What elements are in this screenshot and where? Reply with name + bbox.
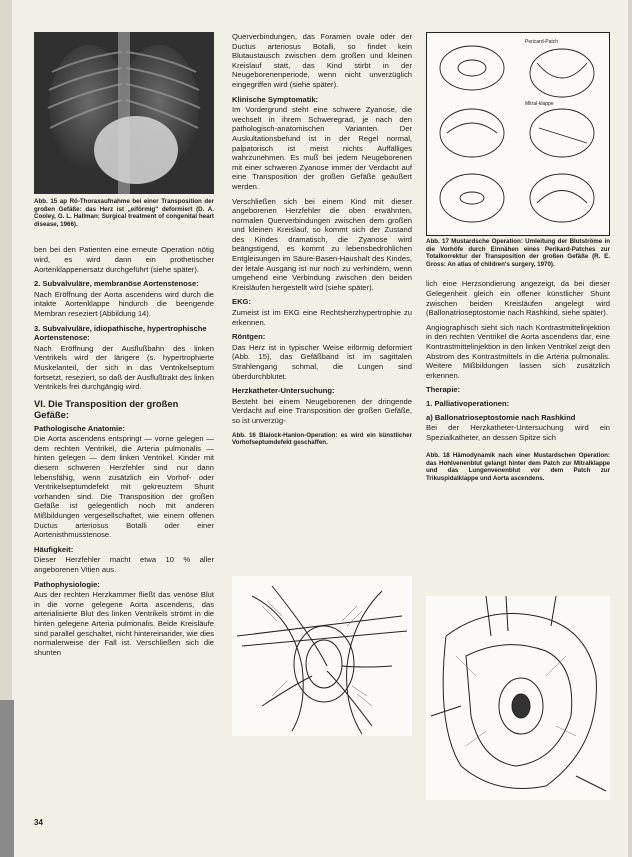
figure-15-xray bbox=[34, 32, 214, 194]
subheading: 3. Subvalvuläre, idiopathische, hypertrophische Aortenstenose: bbox=[34, 323, 207, 343]
figure-15-caption: Abb. 15 ap Rö-Thoraxaufnahme bei einer Transposition der großen Gefäße: das Herz ist „eiförmig" deformiert (D. A. Cooley, G. L. Hallman: Surgical treatment of congenital heart disease, 1966). bbox=[34, 198, 214, 228]
column-2 bbox=[232, 32, 412, 452]
paragraph: Angiographisch sieht sich nach Kontrastmittelinjektion in den rechten Ventrikel die Aorta ascendens dar, eine Kontrastmittelinjektion in den linken Ventrikel zeigt den Abstrom des Kontrastmittels in die Arteria pulmonalis. Weitere Mißbildungen lassen sich zusätzlich erkennen. bbox=[426, 322, 610, 380]
paragraph: Das Herz ist in typischer Weise eiförmig deformiert (Abb. 15), das Gefäßband ist im sagittalen Strahlengang schmal, die Lungen sind überdurchblutet. bbox=[232, 342, 412, 381]
figure-18-drawing bbox=[426, 596, 610, 800]
column-1 bbox=[34, 198, 214, 662]
paragraph: Besteht bei einem Neugeborenen der dringende Verdacht auf eine Transposition der großen Gefäße, so ist unverzüg- bbox=[232, 396, 412, 425]
hemodynamics-illustration bbox=[426, 596, 610, 800]
subheading: 2. Subvalvuläre, membranöse Aortenstenose: bbox=[34, 279, 199, 289]
surgery-illustration bbox=[232, 576, 412, 736]
figure-16-caption: Abb. 16 Blalock-Hanlon-Operation: es wird ein künstlicher Vorhofseptumdefekt geschaffen. bbox=[232, 431, 412, 447]
subheading: EKG: bbox=[232, 297, 251, 307]
mustard-operation-panels bbox=[427, 33, 609, 235]
paragraph: ben bei den Patienten eine erneute Operation nötig wird, es wird dann ein prothetischer Aortenklappenersatz durchgeführt (siehe später). bbox=[34, 245, 214, 274]
subheading: Herzkatheter-Untersuchung: bbox=[232, 386, 335, 396]
paragraph: Bei der Herzkatheter-Untersuchung wird ein Spezialkatheter, an dessen Spitze sich bbox=[426, 423, 610, 442]
page-number: 34 bbox=[34, 818, 43, 827]
section-title: VI. Die Transposition der großen Gefäße: bbox=[34, 397, 179, 420]
subheading: a) Ballonatrioseptostomie nach Rashkind bbox=[426, 412, 576, 422]
paragraph: Nach Eröffnung der Ausflußbahn des linken Ventrikels wird der längere (s. hypertrophierte Muskelanteil, der sich in das Ventrikelseptum fortsetzt, reseziert, so daß der Ausflußtrakt des linken Ventrikels frei durchgängig wird. bbox=[34, 343, 214, 392]
figure-17-drawing bbox=[426, 32, 610, 236]
paragraph: Die Aorta ascendens entspringt — vorne gelegen — dem rechten Ventrikel, die Arteria pulmonalis — hinten gelegen — dem linken Ventrikel. Kinder mit diesem schweren Herzfehler sind nur dann lebensfähig, wenn zusätzlich ein Vorhof- oder Ventrikelseptumdefekt mit gekreuztem Shunt vorhanden sind. Die Transposition der großen Gefäße ist gelegentlich noch mit anderen Mißbildungen vergesellschaftet, wie einem offenen Ductus arteriosus Botalli oder einer Aortenisthmusstenose. bbox=[34, 434, 214, 540]
subheading: Pathophysiologie: bbox=[34, 579, 100, 589]
subheading: Röntgen: bbox=[232, 332, 266, 342]
column-3 bbox=[426, 238, 610, 488]
subheading: Klinische Symptomatik: bbox=[232, 94, 319, 104]
paragraph: Dieser Herzfehler macht etwa 10 % aller angeborenen Vitien aus. bbox=[34, 555, 214, 574]
paragraph: lich eine Herzsondierung angezeigt, da bei dieser Gelegenheit gleich ein offener künstlicher Shunt zwischen beiden Kreisläufen angelegt wird (Ballonatrioseptostomie nach Rashkind, siehe später). bbox=[426, 279, 610, 318]
subheading: 1. Palliativoperationen: bbox=[426, 398, 510, 408]
paragraph: Nach Eröffnung der Aorta ascendens wird durch die intakte Aortenklappe hindurch die beengende Membran reseziert (Abbildung 14). bbox=[34, 289, 214, 318]
subheading: Pathologische Anatomie: bbox=[34, 423, 125, 433]
paragraph: Querverbindungen, das Foramen ovale oder der Ductus arteriosus Botalli, so findet kein Blutaustausch zwischen dem großen und kleinen Kreislauf statt, das Kind stirbt in der Neugeborenenperiode, wenn nicht unverzüglich eingegriffen wird (siehe später). bbox=[232, 32, 412, 89]
xray-image bbox=[34, 32, 214, 194]
figure-16-drawing bbox=[232, 576, 412, 736]
figure-17-caption: Abb. 17 Mustardsche Operation: Umleitung der Blutströme in die Vorhöfe durch Einnähen eines Perikard-Patches zur Totalkorrektur der Transposition der großen Gefäße (R. E. Gross: An atlas of children's surgery, 1970). bbox=[426, 238, 610, 268]
paragraph: Zumeist ist im EKG eine Rechtsherzhypertrophie zu erkennen. bbox=[232, 308, 412, 327]
paragraph: Aus der rechten Herzkammer fließt das venöse Blut in die vorne gelegene Aorta ascendens, das arterialisierte Blut des linken Ventrikels strömt in die hinten gelegene Arteria pulmonalis. Beide Kreisläufe sind parallel geschaltet, nicht hintereinander, wie dies normalerweise der Fall ist. Verschließen sich die shunten bbox=[34, 590, 214, 657]
fig17-label: Pericard-Patch bbox=[525, 39, 559, 45]
subheading: Häufigkeit: bbox=[34, 544, 74, 554]
page-edge-dark bbox=[0, 700, 14, 857]
figure-18-caption: Abb. 18 Hämodynamik nach einer Mustardschen Operation: das Hohlvenenblut gelangt hinter dem Patch zur Mitralklappe und das Lungenvenenblut vor dem Patch zur Trikuspidalklappe und Aorta ascendens. bbox=[426, 452, 610, 483]
page-edge-right bbox=[628, 0, 632, 857]
fig17-label: Mitral-klappe bbox=[525, 101, 554, 107]
paragraph: Verschließen sich bei einem Kind mit dieser angeborenen Herzfehler die oben erwähnten, normalen Querverbindungen zwischen dem großen und kleinen Kreislauf, so kommt sich der Zustand des Kindes dramatisch, die Zyanose wird beängstigend, es kommt zu lebensbedrohlichen Entgleisungen im Säure-Basen-Haushalt des Kindes, der letale Ausgang ist nur noch zu verhindern, wenn umgehend eine Verbindung zwischen den beiden Kreisläufen hergestellt wird (siehe später). bbox=[232, 196, 412, 292]
paragraph: Im Vordergrund steht eine schwere Zyanose, die wechselt in ihrem Schweregrad, je nach den pathologisch-anatomischen Varianten. Der Auskultationsbefund ist in der Regel normal, palpatorisch ist meist nichts Auffälliges wahrzunehmen. Es muß bei jedem Neugeborenen mit einer schweren Zyanose immer der Verdacht auf eine Transposition der großen Gefäße geäußert werden. bbox=[232, 105, 412, 191]
subheading: Therapie: bbox=[426, 385, 461, 395]
